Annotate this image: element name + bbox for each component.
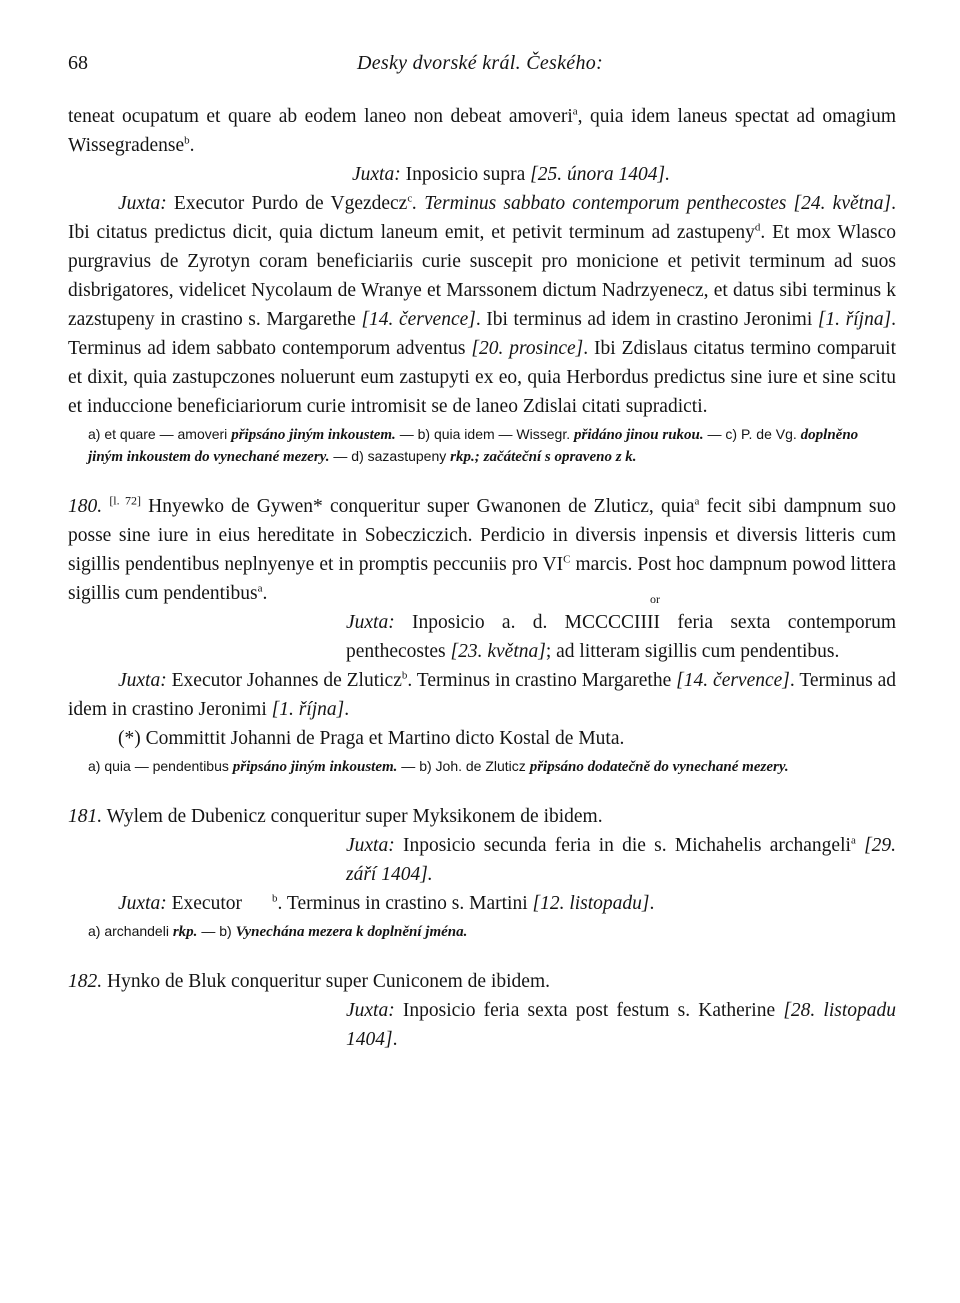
juxta-inposicio: Juxta: Inposicio supra [25. února 1404]. [352, 164, 670, 185]
paragraph-continuation: teneat ocupatum et quare ab eodem laneo non debeat amoveri$^a$, quia idem laneus spectat ad omagium Wissegradense$^b$. [68, 105, 896, 156]
running-title: Desky dvorské král. Českého: [356, 52, 604, 74]
footnotes-block: a) archandeli rkp. — b) Vynechána mezera k doplnění jména. [88, 923, 468, 940]
entry-182: 182. Hynko de Bluk conqueritur super Cuniconem de ibidem. [68, 971, 550, 992]
page-body [68, 102, 896, 1054]
entry-180: 180. [l. 72] Hnyewko de Gywen* conqueritur super Gwanonen de Zluticz, quia$^a$ fecit sibi dampnum suo posse sine iure in eius hereditate in Sobecziczich. Perdicio in diversis inpensis et diversis litteris cum sigillis pendentibus neplnyenye et in promptis peccuniis pro $VI^C$ marcis. Post hoc dampnum powod littera sigillis cum pendentibus$^a$. [68, 493, 897, 604]
entry-181: 181. Wylem de Dubenicz conqueritur super Myksikonem de ibidem. [68, 806, 603, 827]
footnotes-block: a) quia — pendentibus připsáno jiným inkoustem. — b) Joh. de Zluticz připsáno dodatečně do vynechané mezery. [88, 758, 789, 775]
juxta-executor-paragraph: Juxta: Executor Purdo de Vgezdecz$^c$. Terminus sabbato contemporum penthecostes [24. května]. Ibi citatus predictus dicit, quia dictum laneum emit, et petivit terminum ad zastupeny$^d$. Et mox Wlasco purgravius de Zyrotyn coram beneficiariis curie suscepit pro monicione et petivit terminum ad suos disbrigatores, videlicet Nycolaum de Wranye et Marssonem dictum Nadrzyenecz, et datus sibi terminus k zazstupeny in crastino s. Margarethe [14. července]. Ibi terminus ad idem in crastino Jeronimi [1. října]. Terminus ad idem sabbato contemporum adventus [20. prosince]. Ibi Zdislaus citatus termino comparuit et dixit, quia zastupczones noluerunt eum zastupyti ex eo, quia Herbordus predictus sine iure et sine scitu et induccione beneficiariorum curie intromisit se de laneo Zdislai citati supradicti. [68, 192, 897, 417]
entry-180-committit: (*) Committit Johanni de Praga et Martino dicto Kostal de Muta. [118, 728, 625, 749]
entry-182-juxta: Juxta: Inposicio feria sexta post festum s. Katherine [28. listopadu 1404]. [346, 1000, 897, 1050]
entry-180-executor: Juxta: Executor Johannes de Zluticz$^b$. Terminus in crastino Margarethe [14. července]. Terminus ad idem in crastino Jeronimi [1. října]. [68, 669, 897, 720]
entry-181-juxta: Juxta: Inposicio secunda feria in die s. Michahelis archangeli$^a$ [29. září 1404]. [346, 834, 897, 885]
footnotes-block: a) et quare — amoveri připsáno jiným inkoustem. — b) quia idem — Wissegr. přidáno jinou rukou. — c) P. de Vg. doplněno jiným inkoustem do vynechané mezery. — d) sazastupeny rkp.; začáteční s opraveno z k. [88, 426, 859, 465]
entry-181-executor: Juxta: Executor $^b$. Terminus in crastino s. Martini [12. listopadu]. [118, 892, 655, 914]
entry-180-juxta: Juxta: Inposicio a. d. MCCCCIIII or feria sexta contemporum penthecostes [23. května]; ad litteram sigillis cum pendentibus. [346, 592, 897, 662]
page-number: 68 [68, 52, 88, 74]
